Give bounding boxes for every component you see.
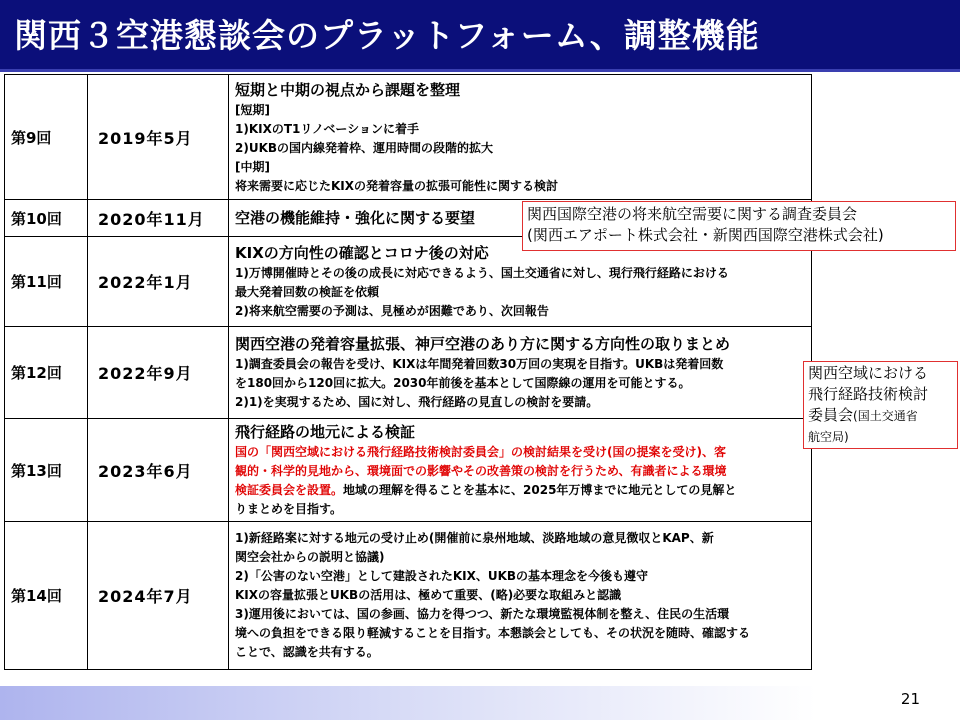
meeting-date: 2023年6月 [88,419,229,522]
meeting-number: 第14回 [5,522,88,670]
summary-line: 将来需要に応じたKIXの発着容量の拡張可能性に関する検討 [235,178,559,193]
summary-line: 1)調査委員会の報告を受け、KIXは年間発着回数30万回の実現を目指す。UKBは発着回数 [235,357,724,371]
summary-line: 1)新経路案に対する地元の受け止め(開催前に泉州地域、淡路地域の意見徴収とKAP、新 [235,531,714,545]
summary-line: 2)1)を実現するため、国に対し、飛行経路の見直しの検討を要請。 [235,395,599,409]
meeting-number: 第13回 [5,419,88,522]
callout-line: 関西国際空港の将来航空需要に関する調査委員会 [527,205,858,223]
summary-line: 最大発着回数の検証を依頼 [235,285,380,299]
callout-line: (関西エアポート株式会社・新関西国際空港株式会社) [527,226,884,244]
meeting-summary [229,75,812,200]
summary-heading: 飛行経路の地元による検証 [235,423,416,441]
meeting-number: 第12回 [5,327,88,419]
table-row [5,75,812,200]
summary-line: 2)「公害のない空港」として建設されたKIX、UKBの基本理念を今後も遵守 [235,569,649,583]
meeting-date: 2022年9月 [88,327,229,419]
footer-band [0,686,960,720]
summary-heading: 関西空港の発着容量拡張、神戸空港のあり方に関する方向性の取りまとめ [235,335,731,353]
survey-committee-callout [522,201,956,251]
summary-line: 境への負担をできる限り軽減することを目指す。本懇談会としても、その状況を随時、確認する [235,626,751,640]
summary-line: 2)UKBの国内線発着枠、運用時間の段階的拡大 [235,140,494,155]
summary-line [235,481,805,500]
meeting-schedule-table [4,74,812,670]
meeting-date: 2024年7月 [88,522,229,670]
meeting-number: 第9回 [5,75,88,200]
summary-line-highlight: 検証委員会を設置。 [235,483,344,497]
summary-line-highlight: 観的・科学的見地から、環境面での影響やその改善策の検討を行うため、有識者による環境 [235,464,727,478]
table-row [5,419,812,522]
meeting-summary [229,419,812,522]
page-title: 関西３空港懇談会のプラットフォーム、調整機能 [14,16,760,55]
summary-line: 1)万博開催時とその後の成長に対応できるよう、国土交通省に対し、現行飛行経路における [235,266,729,280]
summary-line: を180回から120回に拡大。2030年前後を基本として国際線の運用を可能とする。 [235,376,691,390]
callout-text-small: (国土交通省 [853,409,918,423]
summary-line: 関空会社からの説明と協議) [235,550,385,564]
summary-line: [中期] [235,159,270,174]
summary-line-highlight: 国の「関西空域における飛行経路技術検討委員会」の検討結果を受け(国の提案を受け)、客 [235,445,726,459]
callout-text: 委員会 [808,406,854,424]
meeting-summary [229,327,812,419]
summary-line: KIXの容量拡張とUKBの活用は、極めて重要、(略)必要な取組みと認識 [235,588,622,602]
summary-line: [短期] [235,102,270,117]
meeting-number: 第11回 [5,237,88,327]
summary-line: りまとめを目指す。 [235,502,343,516]
summary-line: 3)運用後においては、国の参画、協力を得つつ、新たな環境監視体制を整え、住民の生活環 [235,607,730,621]
callout-line: 飛行経路技術検討 [808,385,929,403]
summary-line: 2)将来航空需要の予測は、見極めが困難であり、次回報告 [235,304,549,318]
callout-line: 航空局) [808,430,849,444]
title-bar [0,0,960,72]
page-number: 21 [900,690,920,708]
summary-line: 1)KIXのT1リノベーションに着手 [235,121,419,136]
summary-line-text: 地域の理解を得ることを基本に、2025年万博までに地元としての見解と [343,483,737,497]
summary-line: ことで、認識を共有する。 [235,645,379,659]
meeting-date: 2019年5月 [88,75,229,200]
meeting-date: 2022年1月 [88,237,229,327]
callout-line [808,405,953,427]
table-row [5,327,812,419]
meeting-date: 2020年11月 [88,200,229,237]
summary-heading: 空港の機能維持・強化に関する要望 [235,209,476,227]
meeting-number: 第10回 [5,200,88,237]
summary-heading: 短期と中期の視点から課題を整理 [235,80,461,99]
table-row [5,522,812,670]
callout-line: 関西空域における [808,364,929,382]
summary-heading: KIXの方向性の確認とコロナ後の対応 [235,244,489,262]
meeting-summary [229,522,812,670]
technical-committee-callout [803,361,958,449]
